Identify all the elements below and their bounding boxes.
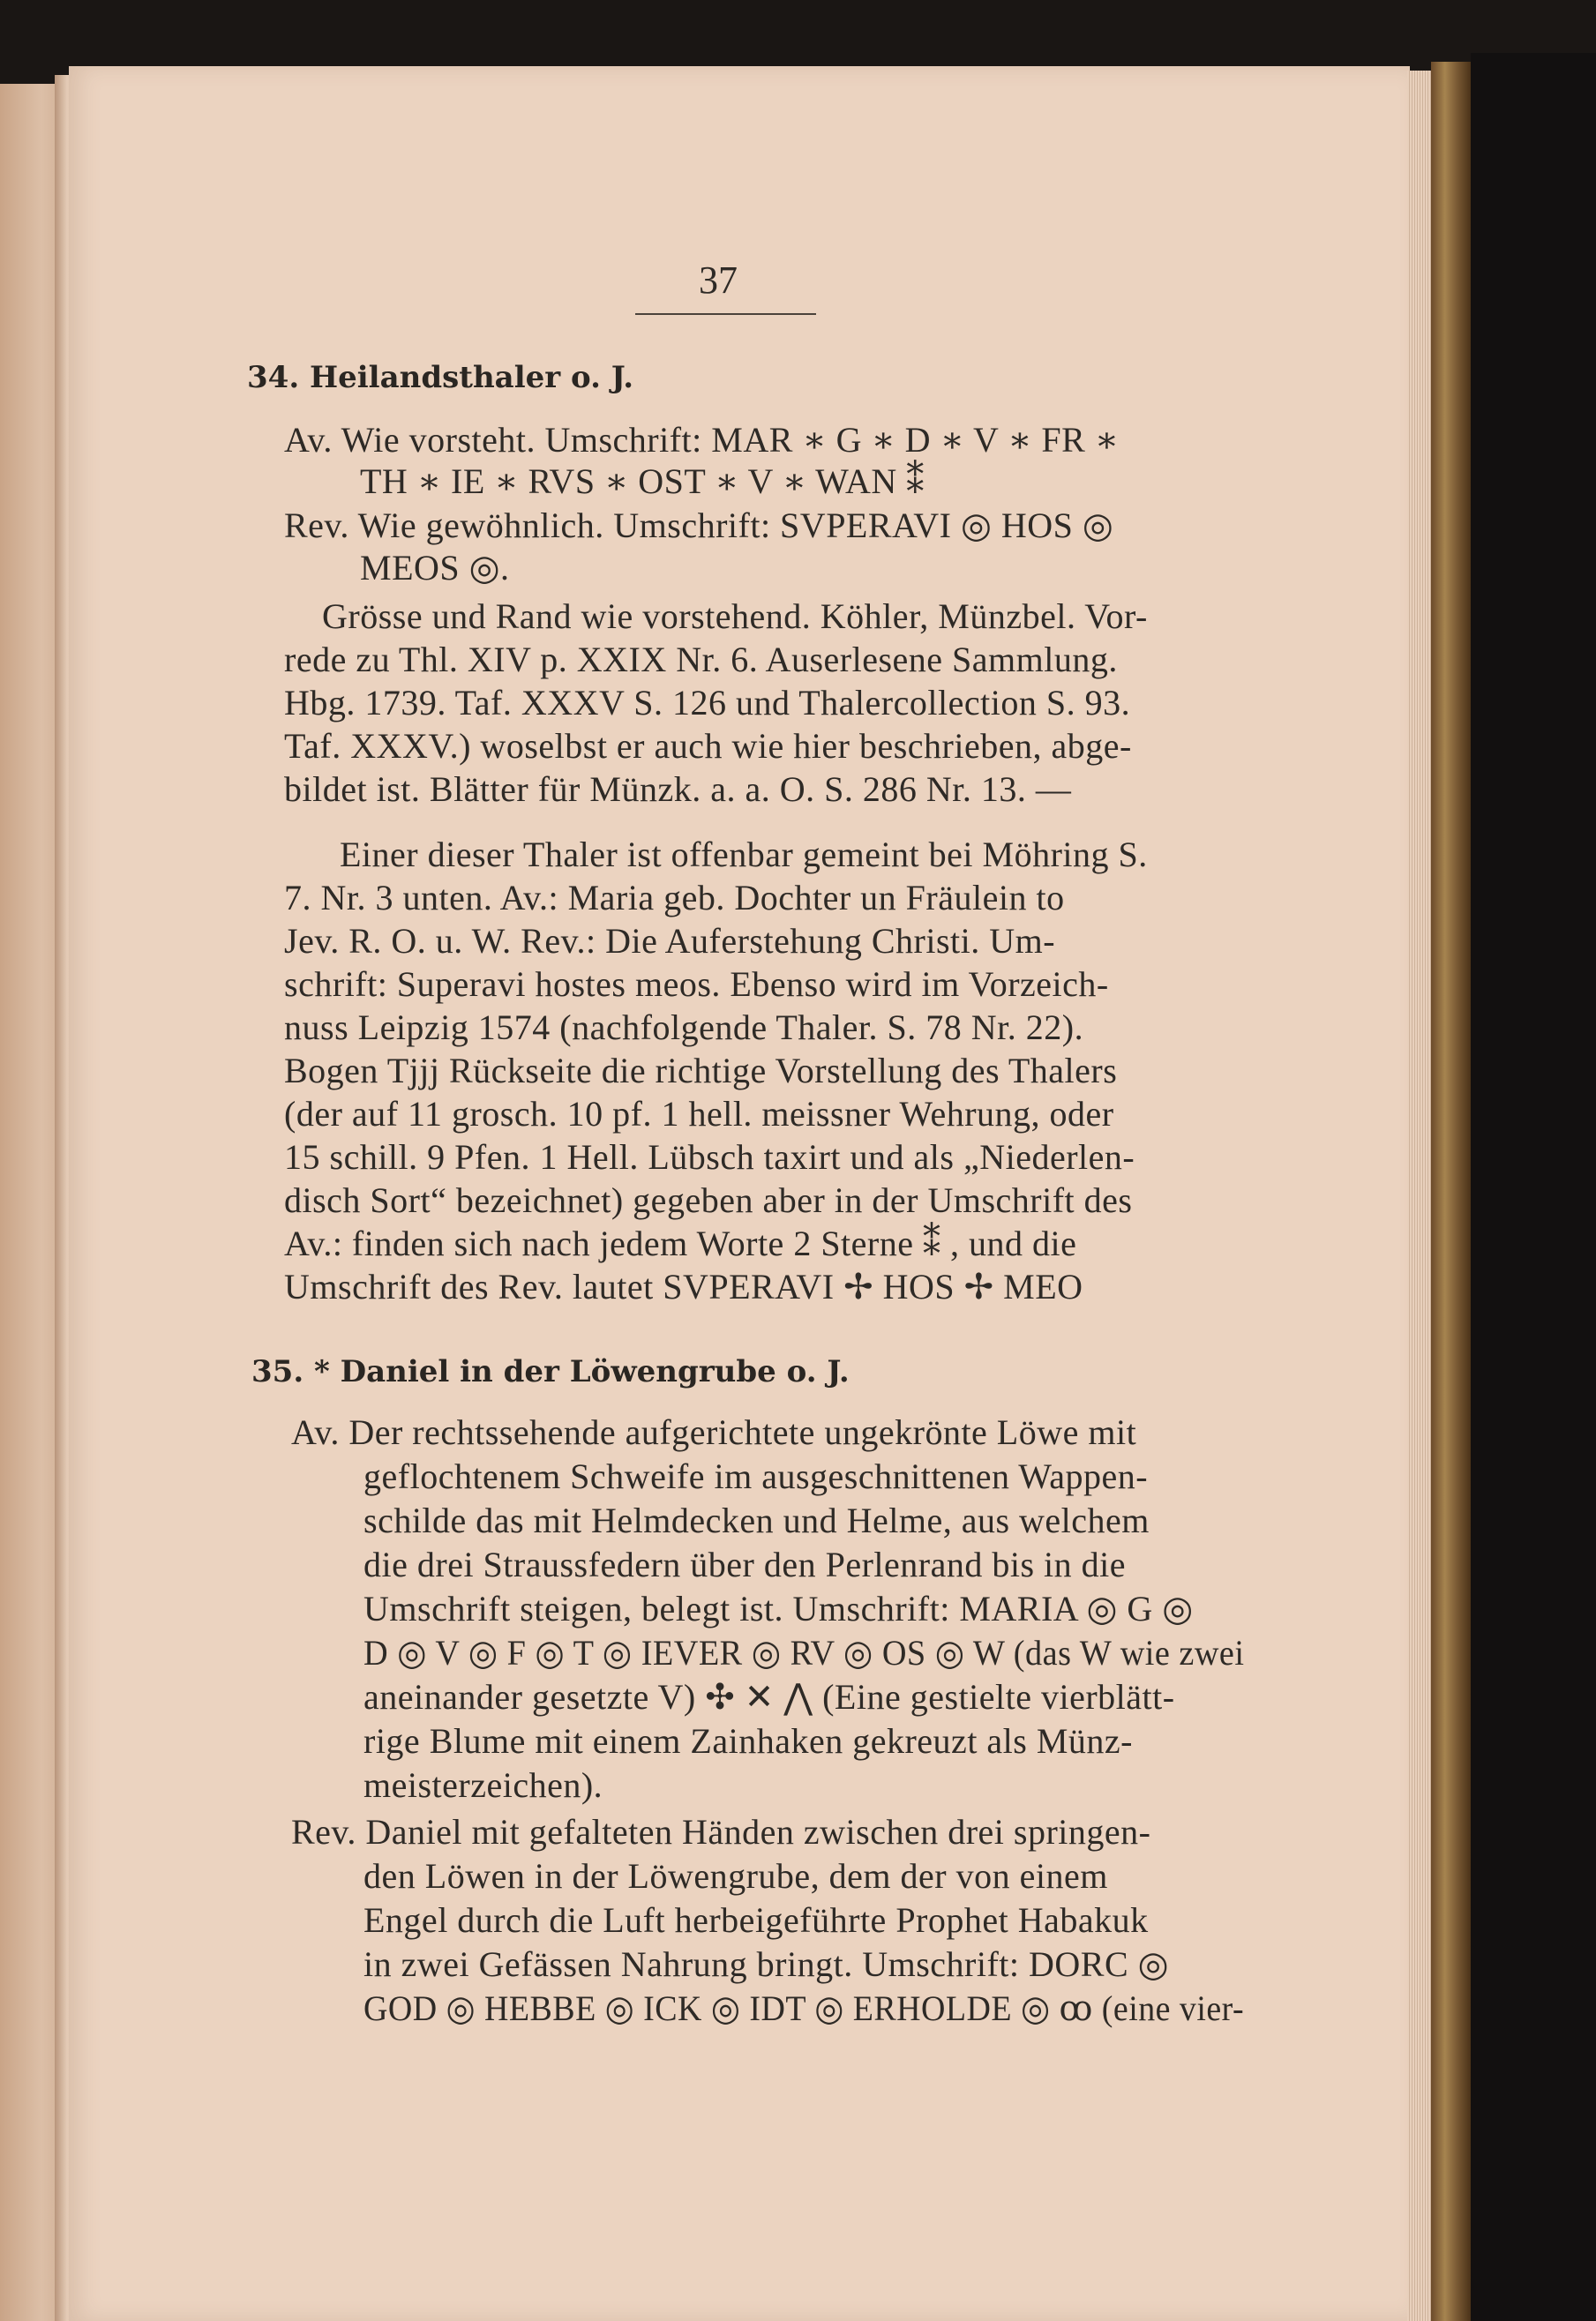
text-line: Umschrift steigen, belegt ist. Umschrift: MARIA ◎ G ◎: [363, 1589, 1194, 1628]
text-line: die drei Straussfedern über den Perlenrand bis in die: [363, 1545, 1127, 1584]
text-line: nuss Leipzig 1574 (nachfolgende Thaler. S. 78 Nr. 22).: [284, 1007, 1084, 1047]
entry-heading: 35. * Daniel in der Löwengrube o. J.: [251, 1354, 850, 1389]
text-line: Engel durch die Luft herbeigeführte Prophet Habakuk: [363, 1900, 1149, 1940]
text-line: Taf. XXXV.) woselbst er auch wie hier beschrieben, abge-: [284, 726, 1132, 766]
text-line: Av. Wie vorsteht. Umschrift: MAR ∗ G ∗ D ∗ V ∗ FR ∗: [284, 420, 1120, 460]
text-line: Rev. Daniel mit gefalteten Händen zwischen drei springen-: [291, 1812, 1151, 1852]
text-line: 7. Nr. 3 unten. Av.: Maria geb. Dochter un Fräulein to: [284, 878, 1065, 917]
text-line: Einer dieser Thaler ist offenbar gemeint bei Möhring S.: [340, 835, 1148, 874]
text-line: rige Blume mit einem Zainhaken gekreuzt als Münz-: [363, 1721, 1133, 1761]
text-line: 15 schill. 9 Pfen. 1 Hell. Lübsch taxirt und als „Niederlen-: [284, 1137, 1135, 1177]
text-line: Jev. R. O. u. W. Rev.: Die Auferstehung Christi. Um-: [284, 921, 1056, 961]
text-line: in zwei Gefässen Nahrung bringt. Umschrift: DORC ◎: [363, 1944, 1170, 1984]
text-line: Umschrift des Rev. lautet SVPERAVI ✢ HOS ✢ MEO: [284, 1267, 1083, 1306]
text-line: Rev. Wie gewöhnlich. Umschrift: SVPERAVI ◎ HOS ◎: [284, 505, 1114, 545]
text-line: Grösse und Rand wie vorstehend. Köhler, Münzbel. Vor-: [322, 596, 1148, 636]
text-line: geflochtenem Schweife im ausgeschnittenen Wappen-: [363, 1456, 1149, 1496]
text-line: TH ∗ IE ∗ RVS ∗ OST ∗ V ∗ WAN ⁑: [360, 461, 925, 501]
text-line: schilde das mit Helmdecken und Helme, aus welchem: [363, 1501, 1150, 1540]
text-line: Av.: finden sich nach jedem Worte 2 Sterne ⁑ , und die: [284, 1224, 1077, 1263]
text-line: MEOS ◎.: [360, 548, 510, 588]
text-line: aneinander gesetzte V) ✣ ✕ ⋀ (Eine gestielte vierblätt-: [363, 1677, 1175, 1717]
text-line: Hbg. 1739. Taf. XXXV S. 126 und Thalercollection S. 93.: [284, 683, 1131, 723]
page-number-rule: [635, 313, 816, 315]
entry-heading: 34. Heilandsthaler o. J.: [247, 360, 634, 395]
text-line: Av. Der rechtssehende aufgerichtete ungekrönte Löwe mit: [291, 1412, 1137, 1452]
text-line: rede zu Thl. XIV p. XXIX Nr. 6. Auserlesene Sammlung.: [284, 640, 1118, 679]
background: [1471, 53, 1596, 2321]
page-stack-edges: [1407, 71, 1434, 2321]
text-line: bildet ist. Blätter für Münzk. a. a. O. S. 286 Nr. 13. —: [284, 769, 1072, 809]
text-line: D ◎ V ◎ F ◎ T ◎ IEVER ◎ RV ◎ OS ◎ W (das W wie zwei: [363, 1633, 1245, 1673]
text-line: disch Sort“ bezeichnet) gegeben aber in der Umschrift des: [284, 1180, 1133, 1220]
page-number: 37: [699, 258, 738, 302]
text-line: den Löwen in der Löwengrube, dem der von einem: [363, 1856, 1108, 1896]
text-line: meisterzeichen).: [363, 1765, 603, 1805]
text-line: GOD ◎ HEBBE ◎ ICK ◎ IDT ◎ ERHOLDE ◎ ꝏ (eine vier-: [363, 1988, 1245, 2028]
text-line: Bogen Tjjj Rückseite die richtige Vorstellung des Thalers: [284, 1051, 1118, 1090]
text-line: (der auf 11 grosch. 10 pf. 1 hell. meissner Wehrung, oder: [284, 1094, 1114, 1134]
book-cover-edge: [1431, 62, 1471, 2321]
text-line: schrift: Superavi hostes meos. Ebenso wird im Vorzeich-: [284, 964, 1109, 1004]
